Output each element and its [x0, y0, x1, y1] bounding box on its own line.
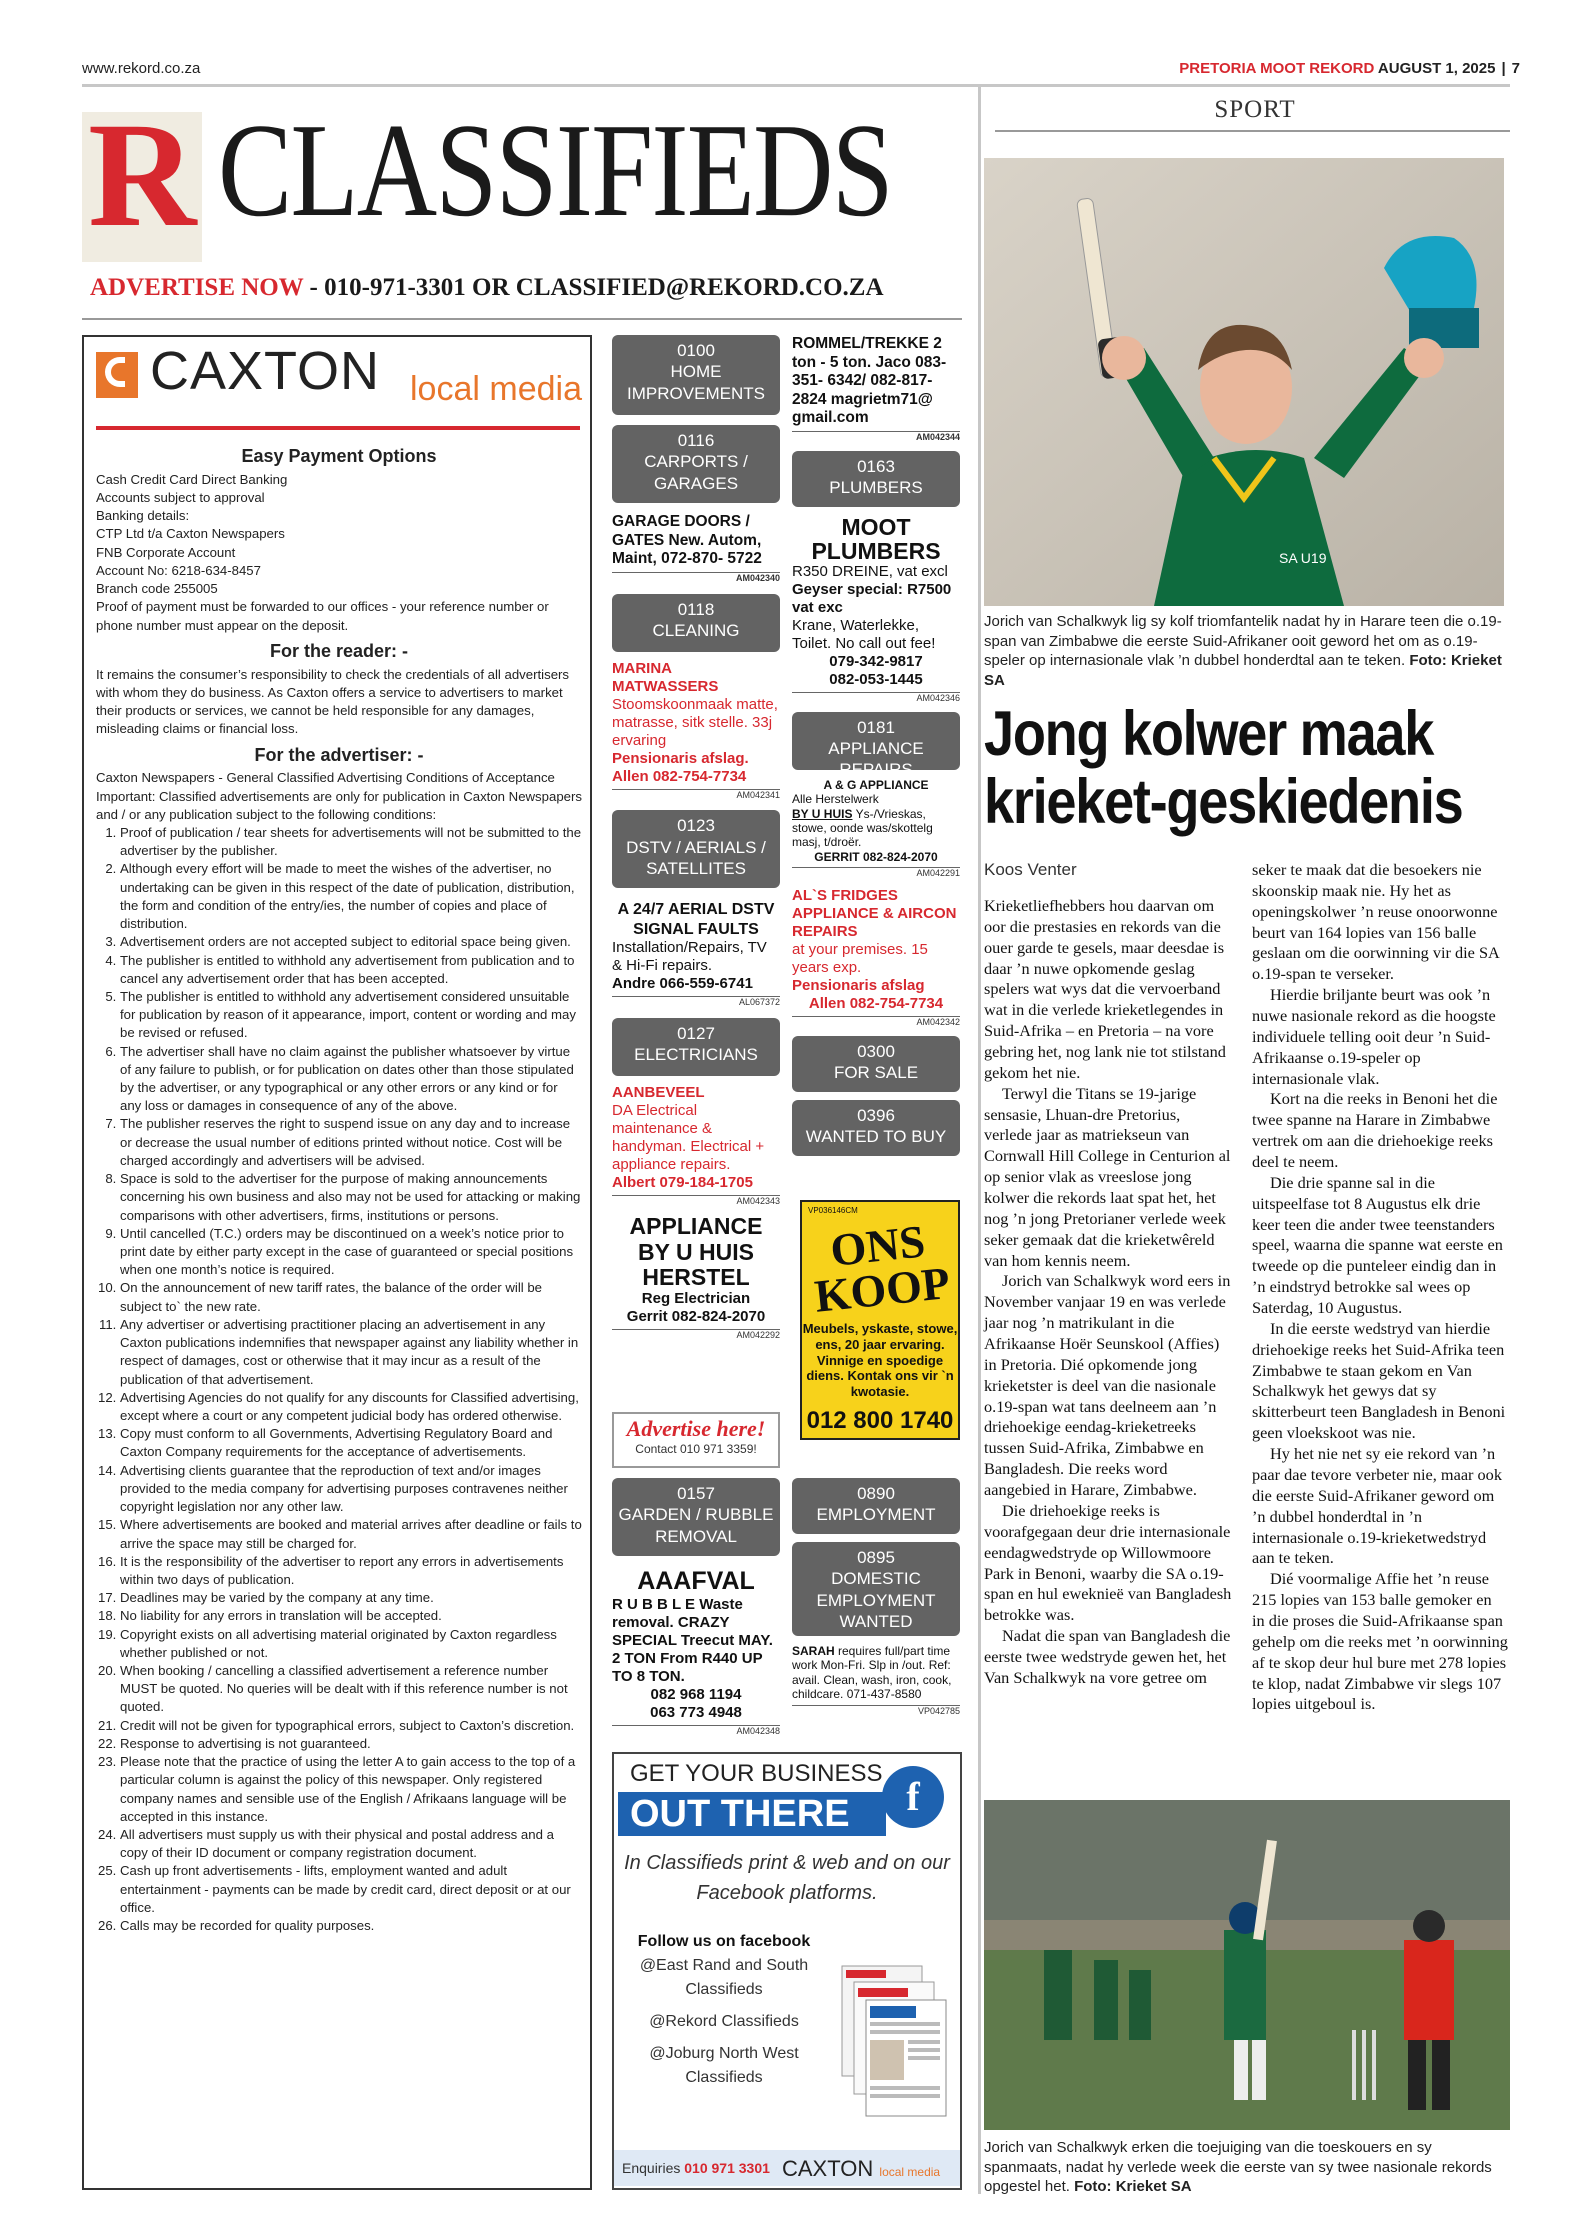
follow-heading: Follow us on facebook [637, 1933, 811, 1950]
ad-title: MARINA MATWASSERS [612, 659, 719, 695]
easy-payment-line: CTP Ltd t/a Caxton Newspapers [96, 526, 285, 542]
article-paragraph: Die driehoekige reeks is voorafgegaan deur drie internasionale eendagwedstryde op Willowmoore Park in Benoni, waarby die SA o.19-span en hul eweknieë van Bangladesh betrokke was. [984, 1500, 1232, 1625]
shirt-text: SA U19 [1279, 550, 1327, 566]
footer-caxton-word: CAXTON [782, 2156, 874, 2181]
article-paragraph: seker te maak dat die besoekers nie skoonskip maak nie. Hy het as openingskolwer ’n reuse onoorwonne beurt van 164 lopies van 156 balle geslaan om die oorwinning vir die SA o.19-span te verseker. [1252, 860, 1499, 984]
facebook-page-link[interactable]: @East Rand and South Classifieds [639, 1957, 809, 1998]
footer-caxton-logo [782, 2156, 940, 2182]
ad-contact: GERRIT 082-824-2070 [814, 849, 938, 864]
condition-item: 18. No liability for any errors in translation will be accepted. [120, 1607, 582, 1625]
ad-contact: Allen 082-754-7734 [808, 994, 944, 1012]
ad-text: GARAGE DOORS / GATES New. Autom, Maint, 072-870- 5722 [612, 513, 762, 568]
ad-ref: AM042341 [612, 789, 780, 801]
ad-aanbeveel [612, 1084, 780, 1207]
article-paragraph: Jorich van Schalkwyk word eers in November vanjaar 19 en was verlede jaar nog ’n matrikulant in die Afrikaanse Hoër Seunskool (Affies) in Pretoria. Dié opkomende jong krieketster is deel van die nasionale o.19-span wat tans deelneem aan ’n driehoekige eendag-krieketreeks tussen Suid-Afrika, Zimbabwe en Bangladesh. Die reeks word aangebied in Harare, Zimbabwe. [984, 1271, 1231, 1500]
category-number: 0118 [677, 599, 715, 619]
category-label: EMPLOYMENT [816, 1505, 936, 1525]
ad-contact: Andre 066-559-6741 [612, 974, 753, 992]
ad-text: Stoomskoonmaak matte, matrasse, sitk stelle. 33j ervaring [612, 695, 778, 749]
gyb-footer [614, 2150, 960, 2186]
ad-ref: AM042292 [612, 1329, 780, 1341]
headline-text: Jong kolwer maak krieket-geskiedenis [984, 699, 1463, 838]
condition-item: 20. When booking / cancelling a classified advertisement a reference number MUST be quoted. No queries will be dealt with if this reference number is not quoted. [120, 1662, 582, 1717]
section-rule [995, 130, 1510, 132]
condition-item: 5. The publisher is entitled to withhold any advertisement considered unsuitable for publication by reason of it appearance, import, content or wording and may be revised or refused. [120, 988, 582, 1043]
column-divider [978, 84, 981, 2194]
category-label: WANTED TO BUY [805, 1127, 947, 1147]
article-paragraph: Hy het nie net sy eie rekord van ’n paar dae tevore verbeter nie, maar ook die eerste Suid-Afrikaner geword om ’n dubbel honderdtal in ’n internasionale o.19-krieketwedstryd aan te teken. [1252, 1444, 1502, 1568]
ad-title: SARAH [792, 1644, 835, 1658]
ad-text: R350 DREINE, vat excl [792, 563, 948, 581]
caxton-logo-icon [96, 352, 138, 398]
advertiser-title: For the advertiser: - [254, 744, 424, 765]
issue-date: AUGUST 1, 2025 [1377, 60, 1496, 77]
category-number: 0116 [677, 431, 715, 450]
article-paragraph: Hierdie briljante beurt was ook ’n nuwe nasionale rekord as die hoogste individuele telling ooit deur ’n Suid-Afrikaanse o.19-speler op internasionale vlak. [1252, 985, 1496, 1088]
article-paragraph: In die eerste wedstryd van hierdie driehoekige reeks het Suid-Afrika teen Zimbabwe te staan gekom en Van Schalkwyk het gewys dat sy skitterbeurt teen Bangladesh in Benoni geen vloekskoot was nie. [1252, 1318, 1506, 1443]
category-label: PLUMBERS [829, 478, 923, 498]
caxton-rule [96, 426, 580, 430]
easy-payment-line: Banking details: [96, 508, 190, 524]
condition-item: 17. Deadlines may be varied by the company at any time. [120, 1589, 582, 1607]
classified-column-1 [612, 335, 780, 1341]
gyb-line2: OUT THERE [618, 1792, 886, 1836]
ad-title: A & G APPLIANCE [823, 777, 929, 792]
easy-payment-line: FNB Corporate Account [96, 544, 236, 560]
advertise-here-box[interactable] [612, 1412, 780, 1468]
ad-aaafval [612, 1566, 780, 1737]
ad-text: BY U HUIS [792, 806, 853, 821]
ad-ref: VP036146CM [808, 1206, 858, 1215]
category-number: 0157 [677, 1484, 715, 1503]
category-label: CARPORTS / GARAGES [644, 452, 748, 493]
category-label: HOME IMPROVEMENTS [627, 362, 765, 403]
ad-contact: Albert 079-184-1705 [612, 1173, 753, 1191]
condition-item: 9. Until cancelled (T.C.) orders may be discontinued on a week’s notice prior to print date by either party except in the case of guaranteed or special positions when one month’s notice is required. [120, 1225, 582, 1280]
condition-item: 22. Response to advertising is not guaranteed. [120, 1735, 582, 1753]
condition-item: 4. The publisher is entitled to withhold any advertisement from publication and to cancel any advertisement order that has been accepted. [120, 952, 582, 988]
article-paragraph: Nadat die span van Bangladesh die eerste twee wedstryde gewen het, het Van Schalkwyk na vore getree om [984, 1626, 1231, 1687]
ad-contact: 012 800 1740 [806, 1407, 954, 1435]
enquiries [622, 2160, 770, 2176]
condition-item: 19. Copyright exists on all advertising material originated by Caxton regardless whether published or not. [120, 1626, 582, 1662]
condition-item: 8. Space is sold to the advertiser for the purpose of making announcements concerning his own business and also may not be used for attacking or making comparisons with other advertisers, firms, institutions or persons. [120, 1170, 582, 1225]
ad-contact: 082 968 1194 [650, 1686, 742, 1703]
article-paragraph: Die drie spanne sal in die uitspeelfase tot 8 Augustus elk drie keer teen die ander twee teenstanders speel, waarna die spanne wat eerste en tweede op die punteleer eindig dan in ’n eindstryd betrokke sal wees op Saterdag, 10 Augustus. [1252, 1172, 1503, 1318]
ad-contact: Gerrit 082-824-2070 [626, 1308, 766, 1326]
condition-item: 26. Calls may be recorded for quality purposes. [120, 1917, 582, 1935]
easy-payment-line: Cash Credit Card Direct Banking [96, 471, 288, 487]
ad-text: ROMMEL/TREKKE 2 ton - 5 ton. Jaco 083-351- 6342/ 082-817-2824 magrietm71@ gmail.com [792, 335, 947, 427]
category-0396[interactable] [792, 1100, 960, 1156]
ad-title: ONS KOOP [812, 1215, 953, 1322]
condition-item: 21. Credit will not be given for typographical errors, subject to Caxton’s discretion. [120, 1717, 582, 1735]
facebook-icon[interactable]: f [882, 1766, 944, 1828]
ad-title: AAAFVAL [637, 1567, 755, 1595]
article-paragraph: Terwyl die Titans se 19-jarige sensasie, Lhuan-dre Pretorius, verlede jaar as matriekseun van Cornwall Hill College in Centurion al op senior vlak as vreeslose jong kolwer die rekords laat spat het, het nog ’n jong Pretorianer verlede week seker gemaak dat die krieketwêreld van hom kennis neem. [984, 1083, 1231, 1270]
category-number: 0123 [677, 816, 715, 836]
advertise-line [90, 274, 884, 302]
ad-ref: AM042340 [612, 572, 780, 584]
gyb-line1: GET YOUR BUSINESS [630, 1760, 883, 1787]
ad-ref: AM042344 [792, 431, 960, 443]
classified-column-2 [792, 335, 960, 1156]
ad-sarah [792, 1644, 960, 1716]
ad-contact: 079-342-9817 [829, 653, 923, 671]
ad-text: Geyser special: R7500 vat exc [792, 581, 952, 617]
ad-text: Krane, Waterlekke, Toilet. No call out fee! [792, 617, 936, 653]
advertise-label: ADVERTISE NOW [90, 274, 304, 301]
category-number: 0396 [857, 1105, 895, 1125]
easy-payment-line: Branch code 255005 [96, 581, 218, 597]
category-label: ELECTRICIANS [634, 1044, 758, 1064]
category-number: 0100 [677, 341, 715, 360]
category-0127[interactable] [612, 1018, 780, 1076]
masthead-letter: R [88, 92, 197, 258]
category-label: CLEANING [652, 620, 740, 640]
category-0116[interactable] [612, 425, 780, 503]
ad-aerial [612, 900, 780, 1007]
ad-text: Reg Electrician [641, 1290, 751, 1308]
section-header: SPORT [1214, 96, 1296, 123]
category-0181[interactable] [792, 712, 960, 780]
condition-item: 1. Proof of publication / tear sheets for advertisements will not be submitted to the advertiser by the publisher. [120, 824, 582, 860]
condition-item: 23. Please note that the practice of using the letter A to gain access to the top of a particular column is against the policy of this newspaper. Only registered company names and sensible use of the English / Afrikaans language will be accepted in this instance. [120, 1753, 582, 1826]
ad-text: Alle Herstelwerk [792, 792, 879, 807]
reader-text: It remains the consumer’s responsibility to check the credentials of all advertisers with whom they do business. As Caxton offers a service to advertisers to market their products or services, we cannot be held responsible for any damages, misleading claims or financial loss. [96, 666, 570, 737]
ad-title: MOOT PLUMBERS [811, 513, 941, 564]
condition-item: 7. The publisher reserves the right to suspend issue on any day and to increase or decrease the usual number of editions printed without notice. Cost will be charged accordingly and advertisers will be advised. [120, 1115, 582, 1170]
easy-payment-line: Proof of payment must be forwarded to our offices - your reference number or phone number must appear on the deposit. [96, 599, 549, 633]
category-label: DOMESTIC EMPLOYMENT WANTED [816, 1569, 936, 1631]
cricketer-acknowledging-crowd-photo [984, 1800, 1510, 2130]
ad-title: AL`S FRIDGES APPLIANCE & AIRCON REPAIRS [792, 886, 957, 940]
site-url[interactable]: www.rekord.co.za [82, 60, 201, 77]
category-0118[interactable] [612, 594, 780, 652]
condition-item: 25. Cash up front advertisements - lifts, employment wanted and adult entertainment - payments can be made by credit card, direct deposit or at our office. [120, 1862, 582, 1917]
ad-ref: AM042343 [612, 1195, 780, 1207]
cricketer-celebration-photo [984, 158, 1504, 606]
category-label: APPLIANCE REPAIRS [828, 739, 924, 780]
ad-title: A 24/7 AERIAL DSTV SIGNAL FAULTS [617, 901, 775, 938]
ad-text: Installation/Repairs, TV & Hi-Fi repairs. [612, 938, 767, 974]
ad-moot-plumbers [792, 515, 960, 704]
ad-appliance-by-u-huis [612, 1214, 780, 1341]
caption-credit: Foto: Krieket SA [984, 652, 1502, 689]
newspaper-stack-icon [838, 1960, 950, 2120]
ad-contact: 063 773 4948 [650, 1704, 742, 1721]
caption-text: Jorich van Schalkwyk lig sy kolf triomfantelik nadat hy in Harare teen die o.19-span van Zimbabwe die eerste Suid-Afrikaner ooit geword het om as o.19-speler op internasionale vlak ’n dubbel honderdtal aan te teken. [984, 613, 1502, 669]
ad-text: at your premises. 15 years exp. [792, 940, 928, 976]
easy-payment-lines [96, 471, 582, 635]
condition-item: 10. On the announcement of new tariff rates, the balance of the order will be subject to` the new rate. [120, 1279, 582, 1315]
caxton-logo-local: local media [410, 370, 582, 408]
condition-item: 6. The advertiser shall have no claim against the publisher whatsoever by virtue of any failure to publish, or for publication on dates other than those stipulated by the advertiser, or any typographical or any other errors or any kind or for any loss or damages in consequence of any of the above. [120, 1043, 582, 1116]
ad-title: APPLIANCE BY U HUIS HERSTEL [629, 1213, 763, 1290]
category-0123[interactable] [612, 810, 780, 888]
conditions-list [96, 824, 582, 1935]
ad-garage-doors [612, 513, 780, 584]
category-label: FOR SALE [833, 1063, 919, 1083]
ad-ref: AL067372 [612, 996, 780, 1008]
ad-marina [612, 660, 780, 801]
category-0300[interactable] [792, 1036, 960, 1092]
classified-column-2-lower [792, 1478, 960, 1716]
terms-text [96, 440, 582, 1935]
category-number: 0127 [677, 1023, 715, 1043]
category-label: GARDEN / RUBBLE REMOVAL [618, 1505, 774, 1546]
category-number: 0163 [857, 456, 895, 476]
ad-contact: Pensionaris afslag. Allen 082-754-7734 [612, 749, 749, 785]
category-number: 0890 [857, 1484, 895, 1503]
caption-credit: Foto: Krieket SA [1074, 2178, 1192, 2195]
ad-text: DA Electrical maintenance & handyman. Electrical + appliance repairs. [612, 1101, 765, 1173]
ad-ref: AM042291 [792, 867, 960, 879]
ad-rommel [792, 335, 960, 443]
condition-item: 3. Advertisement orders are not accepted subject to editorial space being given. [120, 933, 582, 951]
ad-ref: AM042348 [612, 1725, 780, 1737]
category-0890[interactable] [792, 1478, 960, 1534]
gyb-follow [624, 1930, 824, 2090]
ad-text: R U B B L E Waste removal. CRAZY SPECIAL Treecut MAY. 2 TON From R440 UP TO 8 TON. [612, 1596, 773, 1685]
advertise-here-contact: Contact 010 971 3359! [635, 1442, 757, 1456]
easy-payment-title: Easy Payment Options [241, 446, 437, 466]
ad-ref: AM042342 [792, 1016, 960, 1028]
category-number: 0895 [857, 1548, 895, 1567]
condition-item: 14. Advertising clients guarantee that the reproduction of text and/or images provided to the media company for advertising purposes contravenes neither copyright legislation nor any other law. [120, 1462, 582, 1517]
advertiser-intro: Caxton Newspapers - General Classified Advertising Conditions of Acceptance Important: Classified advertisements are only for publication in Caxton Newspapers and / or any publication subject to the following conditions: [96, 770, 582, 822]
footer-caxton-local: local media [879, 2165, 941, 2179]
advertise-contact[interactable]: - 010-971-3301 OR CLASSIFIED@REKORD.CO.ZA [303, 274, 884, 301]
top-rule [82, 84, 1510, 87]
article-paragraph: Krieketliefhebbers hou daarvan om oor die prestasies en rekords van die ouer garde te gesels, maar deesdae is daar ’n nuwe opkomende geslag spelers wat wys dat die vervoerband wat in die verlede krieketlegendes in Suid-Afrika – en Pretoria – na vore gebring het, nog lank nie tot stilstand gekom het nie. [984, 896, 1226, 1082]
article-paragraph: Dié voormalige Affie het ’n reuse 215 lopies van 153 balle gemoker en in die proses die Suid-Afrikaanse span gehelp om die reeks met ’n oorwinning af te skop deur hul bure met 278 lopies te klop, nadat Zimbabwe vir slegs 107 lopies uitgeboul is. [1252, 1569, 1508, 1714]
category-0163[interactable] [792, 451, 960, 507]
easy-payment-line: Accounts subject to approval [96, 490, 265, 506]
category-0157[interactable] [612, 1478, 780, 1556]
condition-item: 16. It is the responsibility of the advertiser to report any errors in advertisements within two days of publication. [120, 1553, 582, 1589]
ad-als-fridges [792, 887, 960, 1028]
category-number: 0181 [857, 717, 895, 737]
ad-text: requires full/part time work Mon-Fri. Slp in /out. Ref: avail. Clean, wash, iron, cook, childcare. 071-437-8580 [792, 1644, 952, 1702]
ad-text: Ys-/Vrieskas, stowe, oonde was/skottelg masj, t/droër. [792, 806, 933, 850]
condition-item: 11. Any advertiser or advertising practitioner placing an advertisement in any Caxton publications indemnifies that newspaper against any liability whether in respect of damages, cost or otherwise that it may incur as a result of the publication of that advertisement. [120, 1316, 582, 1389]
photo-caption-1 [984, 612, 1506, 690]
easy-payment-line: Account No: 6218-634-8457 [96, 562, 261, 578]
category-0100[interactable] [612, 335, 780, 415]
article-column-b [1252, 860, 1508, 1715]
condition-item: 12. Advertising Agencies do not qualify for any discounts for Classified advertising, except where a court or any competent judicial body has ordered otherwise. [120, 1389, 582, 1425]
ad-ref: VP042785 [792, 1705, 960, 1717]
masthead-title: CLASSIFIEDS [218, 96, 892, 244]
condition-item: 15. Where advertisements are booked and material arrives after deadline or fails to arrive the space may still be charged for. [120, 1516, 582, 1552]
classified-column-1-lower [612, 1478, 780, 1737]
article-byline: Koos Venter [984, 860, 1077, 879]
reader-title: For the reader: - [269, 640, 409, 661]
category-0895[interactable] [792, 1542, 960, 1636]
facebook-page-link[interactable]: @Rekord Classifieds [649, 2013, 799, 2030]
page-number: 7 [1511, 60, 1520, 77]
enquiries-label: Enquiries [622, 2160, 681, 2176]
condition-item: 24. All advertisers must supply us with their physical and postal address and a copy of their ID document or company registration document. [120, 1826, 582, 1862]
facebook-page-link[interactable]: @Joburg North West Classifieds [649, 2045, 799, 2086]
caption-text: Jorich van Schalkwyk erken die toejuiging van die toeskouers en sy spanmaats, nadat hy verlede week die eerste van sy twee nasionale rekords opgestel het. [984, 2139, 1492, 2195]
category-label: DSTV / AERIALS / SATELLITES [626, 837, 766, 878]
article-headline [984, 699, 1463, 838]
ons-koop-ad [800, 1200, 960, 1440]
ad-ref: AM042346 [792, 692, 960, 704]
condition-item: 13. Copy must conform to all Governments, Advertising Regulatory Board and Caxton Company requirements for the acceptance of advertisements. [120, 1425, 582, 1461]
caxton-logo-word: CAXTON [150, 341, 381, 401]
photo-caption-2 [984, 2138, 1506, 2197]
publication-name: PRETORIA MOOT REKORD [1179, 60, 1375, 77]
ad-contact: 082-053-1445 [829, 671, 923, 689]
condition-item: 2. Although every effort will be made to meet the wishes of the advertiser, no undertaking can be given in this respect of the date of publication, distribution, the form and condition of the entry/ies, the number of copies and place of distribution. [120, 860, 582, 933]
enquiries-phone[interactable]: 010 971 3301 [684, 2160, 770, 2176]
ad-text: Meubels, yskaste, stowe, ens, 20 jaar ervaring. Vinnige en spoedige diens. Kontak ons vir `n kwotasie. [802, 1321, 958, 1399]
ad-ag-appliance [792, 778, 960, 879]
masthead-rule [82, 318, 962, 320]
ad-text: Pensionaris afslag [792, 976, 925, 994]
article-paragraph: Kort na die reeks in Benoni het die twee spanne na Harare in Zimbabwe vertrek om aan die driehoekige reeks deel te neem. [1252, 1089, 1498, 1172]
gyb-line3: In Classifieds print & web and on our Facebook platforms. [624, 1852, 950, 1904]
category-number: 0300 [857, 1041, 895, 1061]
article-column-a [984, 896, 1232, 1689]
ad-title: AANBEVEEL [612, 1083, 705, 1101]
advertise-here-title: Advertise here! [626, 1416, 766, 1441]
page-folio: PRETORIA MOOT REKORD AUGUST 1, 2025 | 7 [1179, 60, 1520, 77]
